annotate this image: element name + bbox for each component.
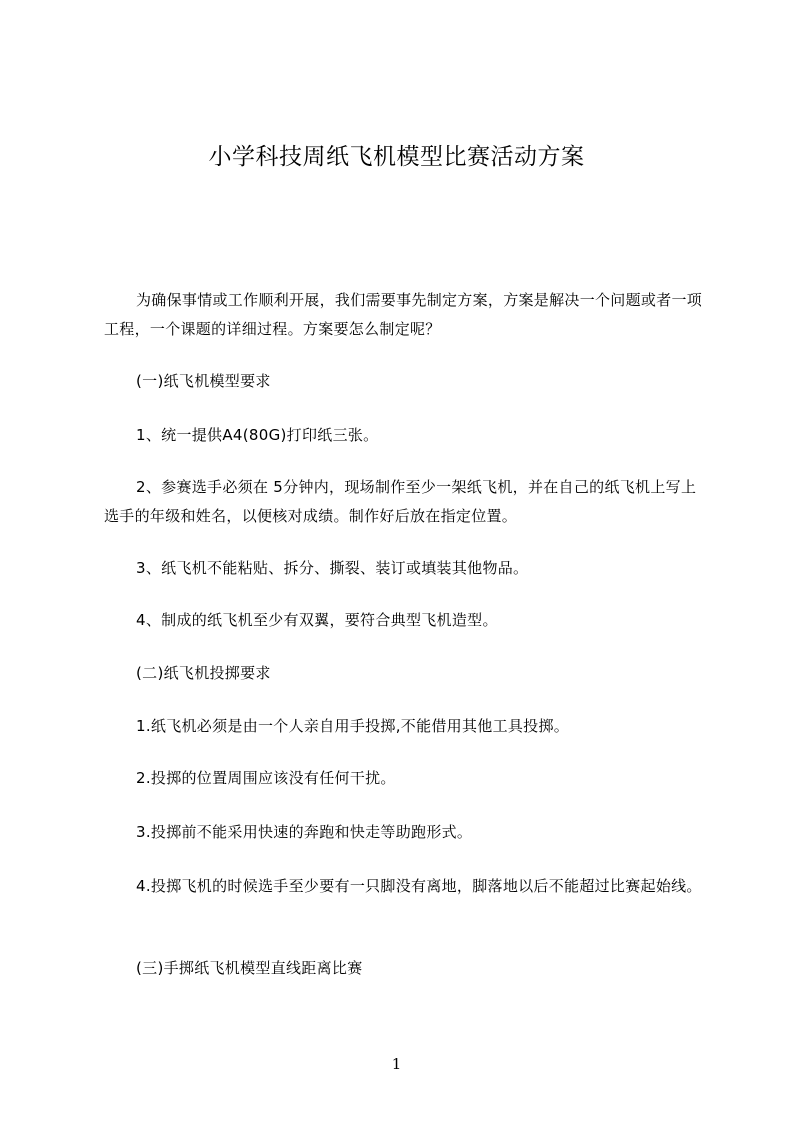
page-number: 1 xyxy=(391,1055,402,1073)
list-item: 4.投掷飞机的时候选手至少要有一只脚没有离地，脚落地以后不能超过比赛起始线。 xyxy=(136,877,702,895)
section-heading-2: (二)纸飞机投掷要求 xyxy=(136,664,271,682)
list-item: 3、纸飞机不能粘贴、拆分、撕裂、装订或填装其他物品。 xyxy=(136,559,529,577)
intro-paragraph: 为确保事情或工作顺利开展，我们需要事先制定方案，方案是解决一个问题或者一项工程，一个课题的详细过程。方案要怎么制定呢？ xyxy=(104,291,703,338)
section-heading-3: (三)手掷纸飞机模型直线距离比赛 xyxy=(136,959,363,977)
list-item: 2、参赛选手必须在 5分钟内，现场制作至少一架纸飞机，并在自己的纸飞机上写上选手的年级和姓名，以便核对成绩。制作好后放在指定位置。 xyxy=(104,478,697,525)
section-heading-1: (一)纸飞机模型要求 xyxy=(136,372,271,390)
document-title: 小学科技周纸飞机模型比赛活动方案 xyxy=(208,144,585,170)
list-item: 2.投掷的位置周围应该没有任何干扰。 xyxy=(136,769,396,787)
list-item: 4、制成的纸飞机至少有双翼，要符合典型飞机造型。 xyxy=(136,611,498,629)
list-item: 3.投掷前不能采用快速的奔跑和快走等助跑形式。 xyxy=(136,823,473,841)
list-item: 1.纸飞机必须是由一个人亲自用手投掷,不能借用其他工具投掷。 xyxy=(136,717,570,735)
list-item: 1、统一提供A4(80G)打印纸三张。 xyxy=(136,426,379,444)
